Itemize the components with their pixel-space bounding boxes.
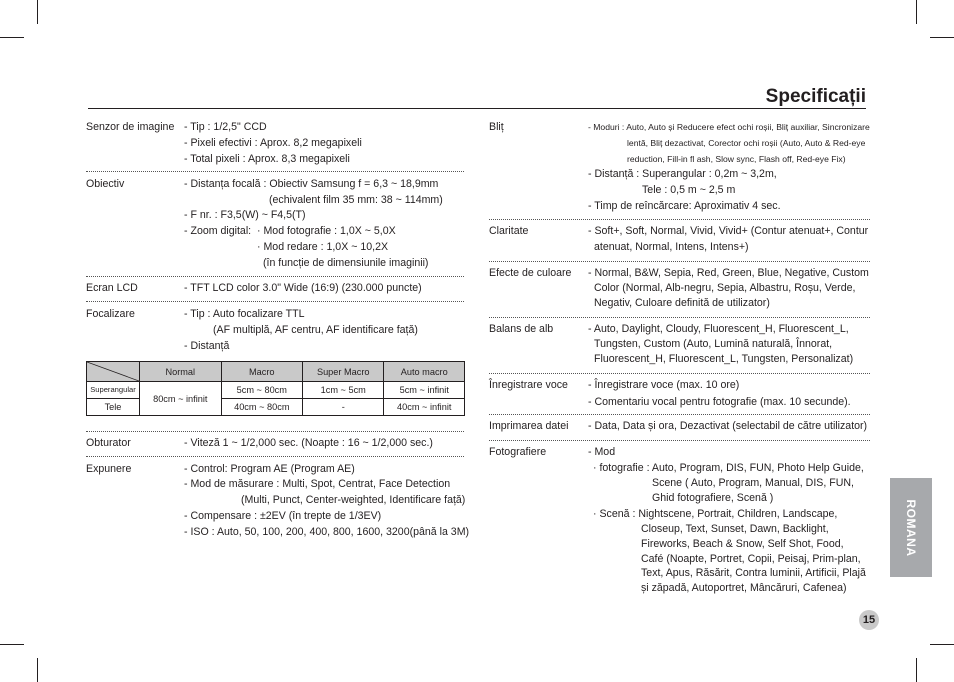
title-rule [88,108,866,109]
crop-mark [0,37,24,38]
table-header: Super Macro [303,362,384,382]
label-obiectiv: Obiectiv [86,178,125,190]
label-focalizare: Focalizare [86,308,135,320]
table-cell: 40cm ~ 80cm [221,399,302,416]
divider [86,431,464,432]
label-balans: Balans de alb [489,323,554,335]
expunere-line: - ISO : Auto, 50, 100, 200, 400, 800, 1600, 3200(până la 3M) [184,526,470,538]
divider [489,261,870,262]
focalizare-line: - Distanță [184,340,230,352]
claritate-line: atenuat, Normal, Intens, Intens+) [594,241,749,253]
blit-line: lentă, Bliț dezactivat, Corector ochi roșii (Auto, Auto & Red-eye [627,138,866,148]
crop-mark [37,658,38,682]
table-header: Auto macro [384,362,465,382]
divider [489,440,870,441]
language-tab-label: ROMANA [904,499,918,556]
divider [489,414,870,415]
table-header: Macro [221,362,302,382]
divider [86,276,464,277]
efecte-line: Color (Normal, Alb-negru, Sepia, Albastru, Roșu, Verde, [594,282,856,294]
obiectiv-line: - Distanța focală : Obiectiv Samsung f = 6,3 ~ 18,9mm [184,178,439,190]
fotografiere-line: Scene ( Auto, Program, Manual, DIS, FUN, [652,477,854,489]
voce-line: - Înregistrare voce (max. 10 ore) [588,379,740,391]
table-cell: Superangular [87,382,140,399]
imprimare-value: - Data, Data și ora, Dezactivat (selectabil de către utilizator) [588,420,868,432]
crop-mark [37,0,38,24]
label-claritate: Claritate [489,225,529,237]
crop-mark [916,0,917,24]
voce-line: - Comentariu vocal pentru fotografie (max. 10 secunde). [588,396,851,408]
fotografiere-line: Café (Noapte, Portret, Copii, Peisaj, Prim-plan, [641,553,861,565]
label-ecran: Ecran LCD [86,282,138,294]
senzor-line: - Tip : 1/2,5" CCD [184,121,267,133]
fotografiere-line: și zăpadă, Autoportret, Mâncăruri, Cafenea) [641,582,847,594]
fotografiere-line: - Mod [588,446,616,458]
label-voce: Înregistrare voce [489,379,568,391]
label-blit: Bliț [489,121,504,133]
table-cell: 40cm ~ infinit [384,399,465,416]
expunere-line: - Control: Program AE (Program AE) [184,463,355,475]
table-cell: 80cm ~ infinit [140,382,222,416]
label-obturator: Obturator [86,437,131,449]
language-tab [890,478,932,577]
table-cell: 5cm ~ 80cm [221,382,302,399]
table-cell: Tele [87,399,140,416]
focalizare-line: (AF multiplă, AF centru, AF identificare față) [213,324,418,336]
blit-line: - Distanță : Superangular : 0,2m ~ 3,2m, [588,168,777,180]
divider [86,171,464,172]
fotografiere-line: · fotografie : Auto, Program, DIS, FUN, Photo Help Guide, [593,462,864,474]
page-title: Specificații [765,86,866,107]
divider [489,373,870,374]
divider [86,301,464,302]
label-efecte: Efecte de culoare [489,267,572,279]
obiectiv-line: (în funcție de dimensiunile imaginii) [263,257,429,269]
label-imprimare: Imprimarea datei [489,420,569,432]
crop-mark [916,658,917,682]
balans-line: Fluorescent_H, Fluorescent_L, Tungsten, Personalizat) [594,353,854,365]
blit-line: - Timp de reîncărcare: Aproximativ 4 sec. [588,200,781,212]
senzor-line: - Pixeli efectivi : Aprox. 8,2 megapixeli [184,137,362,149]
focalizare-line: - Tip : Auto focalizare TTL [184,308,305,320]
blit-line: - Moduri : Auto, Auto și Reducere efect ochi roșii, Bliț auxiliar, Sincronizare [588,122,870,132]
expunere-line: - Mod de măsurare : Multi, Spot, Centrat, Face Detection [184,478,451,490]
fotografiere-line: Fireworks, Beach & Snow, Self Shot, Food, [641,538,844,550]
blit-line: reduction, Fill-in fl ash, Slow sync, Flash off, Red-eye Fix) [627,154,846,164]
balans-line: - Auto, Daylight, Cloudy, Fluorescent_H, Fluorescent_L, [588,323,849,335]
senzor-line: - Total pixeli : Aprox. 8,3 megapixeli [184,153,350,165]
obiectiv-line: · Mod fotografie : 1,0X ~ 5,0X [257,225,396,237]
fotografiere-line: Text, Apus, Răsărit, Contra luminii, Artificii, Plajă [641,567,866,579]
obturator-value: - Viteză 1 ~ 1/2,000 sec. (Noapte : 16 ~ 1/2,000 sec.) [184,437,433,449]
table-header: Normal [140,362,222,382]
fotografiere-line: Closeup, Text, Sunset, Dawn, Backlight, [641,523,829,535]
obiectiv-line: - F nr. : F3,5(W) ~ F4,5(T) [184,209,306,221]
crop-mark [930,37,954,38]
table-corner [87,362,140,382]
obiectiv-line: (echivalent film 35 mm: 38 ~ 114mm) [269,194,443,206]
divider [489,317,870,318]
label-senzor: Senzor de imagine [86,121,175,133]
obiectiv-line: · Mod redare : 1,0X ~ 10,2X [257,241,389,253]
fotografiere-line: Ghid fotografiere, Scenă ) [652,492,774,504]
obiectiv-line: - Zoom digital: [184,225,252,237]
efecte-line: Negativ, Culoare definită de utilizator) [594,297,770,309]
crop-mark [930,644,954,645]
blit-line: Tele : 0,5 m ~ 2,5 m [642,184,736,196]
label-expunere: Expunere [86,463,132,475]
table-cell: 5cm ~ infinit [384,382,465,399]
table-cell: - [303,399,384,416]
fotografiere-line: · Scenă : Nightscene, Portrait, Children, Landscape, [593,508,838,520]
divider [489,219,870,220]
focus-distance-table [86,361,465,416]
diagonal-line-icon [87,362,139,381]
table-row [87,382,465,399]
crop-mark [0,644,24,645]
expunere-line: (Multi, Punct, Center-weighted, Identificare față) [241,494,466,506]
page-number: 15 [859,610,879,630]
divider [86,456,464,457]
label-fotografiere: Fotografiere [489,446,547,458]
ecran-value: - TFT LCD color 3.0" Wide (16:9) (230.000 puncte) [184,282,422,294]
balans-line: Tungsten, Custom (Auto, Lumină naturală, Înnorat, [594,338,833,350]
table-cell: 1cm ~ 5cm [303,382,384,399]
expunere-line: - Compensare : ±2EV (în trepte de 1/3EV) [184,510,382,522]
efecte-line: - Normal, B&W, Sepia, Red, Green, Blue, Negative, Custom [588,267,869,279]
claritate-line: - Soft+, Soft, Normal, Vivid, Vivid+ (Contur atenuat+, Contur [588,225,869,237]
